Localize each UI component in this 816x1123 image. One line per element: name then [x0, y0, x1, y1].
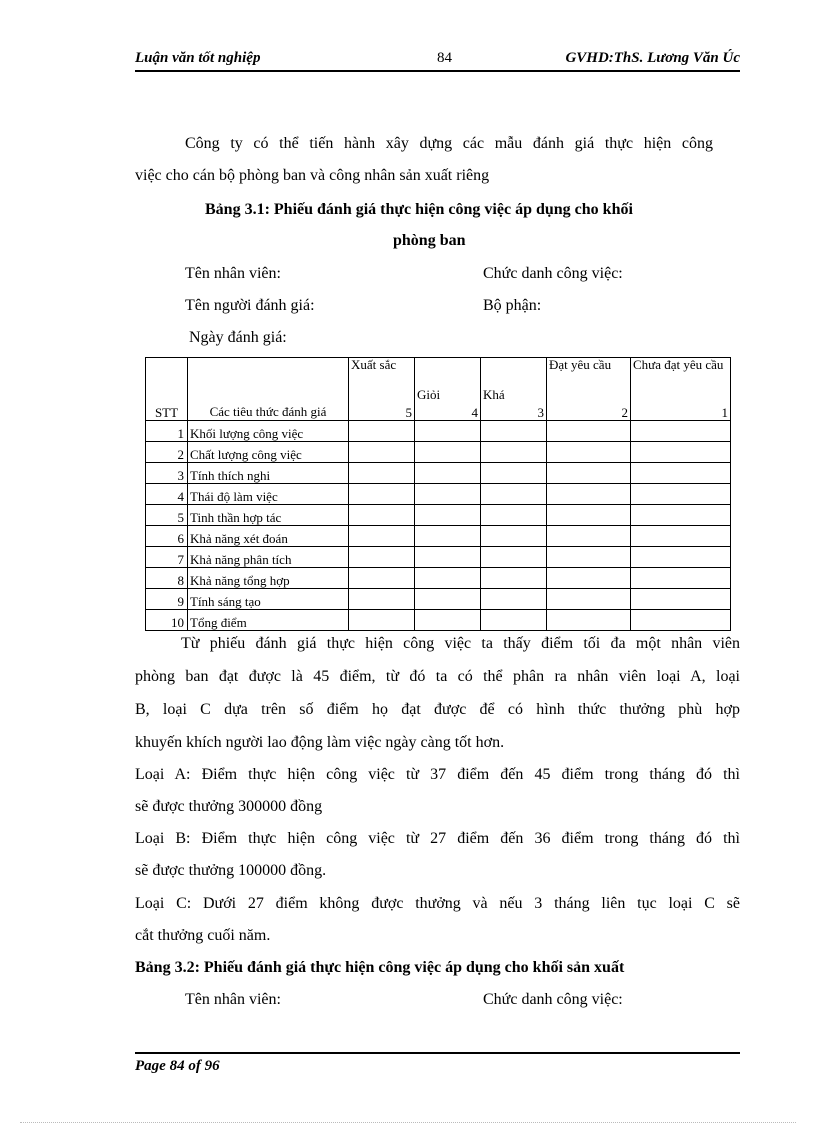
- score-level-2: 4: [415, 402, 481, 421]
- score-cell[interactable]: [415, 484, 481, 505]
- row-criterion: Chất lượng công việc: [188, 442, 349, 463]
- score-cell[interactable]: [547, 463, 631, 484]
- row-criterion: Tinh thần hợp tác: [188, 505, 349, 526]
- field-job-title: Chức danh công việc:: [483, 265, 623, 282]
- score-cell[interactable]: [481, 526, 547, 547]
- page-footer: [135, 1052, 740, 1074]
- score-cell[interactable]: [481, 568, 547, 589]
- score-cell[interactable]: [349, 463, 415, 484]
- table-row: [146, 526, 731, 547]
- row-criterion: Tổng điểm: [188, 610, 349, 631]
- table-row: [146, 547, 731, 568]
- score-cell[interactable]: [415, 547, 481, 568]
- table-row: [146, 484, 731, 505]
- score-cell[interactable]: [481, 484, 547, 505]
- score-cell[interactable]: [631, 442, 731, 463]
- field-eval-date: Ngày đánh giá:: [189, 329, 287, 346]
- header-advisor: GVHD:ThS. Lương Văn Úc: [565, 50, 740, 66]
- paragraph-line-1: Từ phiếu đánh giá thực hiện công việc ta thấy điểm tối đa một nhân viên: [181, 635, 740, 652]
- header-page-number: 84: [437, 50, 452, 66]
- score-cell[interactable]: [415, 421, 481, 442]
- table-row: [146, 463, 731, 484]
- score-cell[interactable]: [349, 547, 415, 568]
- row-criterion: Khả năng xét đoán: [188, 526, 349, 547]
- row-criterion: Khả năng tổng hợp: [188, 568, 349, 589]
- score-cell[interactable]: [415, 610, 481, 631]
- class-c-line-1: Loại C: Dưới 27 điểm không được thưởng và nếu 3 tháng liên tục loại C sẽ: [135, 895, 740, 912]
- score-level-5: 1: [631, 402, 731, 421]
- row-stt: 9: [146, 589, 188, 610]
- score-cell[interactable]: [631, 568, 731, 589]
- row-stt: 2: [146, 442, 188, 463]
- score-level-4: 2: [547, 402, 631, 421]
- intro-line-2: việc cho cán bộ phòng ban và công nhân sản xuất riêng: [135, 167, 490, 184]
- row-stt: 1: [146, 421, 188, 442]
- score-cell[interactable]: [349, 610, 415, 631]
- table-row: [146, 421, 731, 442]
- class-b-line-2: sẽ được thưởng 100000 đồng.: [135, 862, 327, 879]
- score-cell[interactable]: [547, 547, 631, 568]
- footer-page-label: Page 84 of 96: [135, 1058, 220, 1074]
- row-stt: 4: [146, 484, 188, 505]
- header-stt: STT: [146, 358, 188, 421]
- score-cell[interactable]: [481, 589, 547, 610]
- intro-line-1: Công ty có thể tiến hành xây dựng các mẫu đánh giá thực hiện công: [185, 135, 713, 152]
- row-criterion: Khả năng phân tích: [188, 547, 349, 568]
- score-cell[interactable]: [481, 442, 547, 463]
- score-cell[interactable]: [631, 589, 731, 610]
- score-cell[interactable]: [631, 526, 731, 547]
- class-b-line-1: Loại B: Điểm thực hiện công việc từ 27 điểm đến 36 điểm trong tháng đó thì: [135, 830, 740, 847]
- paragraph-line-4: khuyến khích người lao động làm việc ngày càng tốt hơn.: [135, 734, 505, 751]
- class-c-line-2: cắt thưởng cuối năm.: [135, 927, 271, 944]
- row-stt: 7: [146, 547, 188, 568]
- row-stt: 8: [146, 568, 188, 589]
- row-stt: 3: [146, 463, 188, 484]
- table-row: [146, 505, 731, 526]
- class-a-line-2: sẽ được thưởng 300000 đồng: [135, 798, 323, 815]
- score-cell[interactable]: [415, 442, 481, 463]
- class-a-line-1: Loại A: Điểm thực hiện công việc từ 37 điểm đến 45 điểm trong tháng đó thì: [135, 766, 740, 783]
- row-stt: 5: [146, 505, 188, 526]
- header-level-1: Xuất sắc: [349, 358, 415, 403]
- paragraph-line-3: B, loại C dựa trên số điểm họ đạt được để có hình thức thưởng phù hợp: [135, 701, 740, 718]
- table2-title: Bảng 3.2: Phiếu đánh giá thực hiện công việc áp dụng cho khối sản xuất: [135, 959, 625, 976]
- header-level-4: Đạt yêu cầu: [547, 358, 631, 403]
- score-cell[interactable]: [547, 505, 631, 526]
- score-level-1: 5: [349, 402, 415, 421]
- score-level-3: 3: [481, 402, 547, 421]
- table1-title-line1: Bảng 3.1: Phiếu đánh giá thực hiện công việc áp dụng cho khối: [205, 201, 633, 218]
- row-criterion: Thái độ làm việc: [188, 484, 349, 505]
- score-cell[interactable]: [547, 568, 631, 589]
- score-cell[interactable]: [481, 463, 547, 484]
- row-criterion: Tính sáng tạo: [188, 589, 349, 610]
- table-row: [146, 589, 731, 610]
- row-stt: 6: [146, 526, 188, 547]
- score-cell[interactable]: [547, 484, 631, 505]
- field-employee-name: Tên nhân viên:: [185, 265, 281, 282]
- row-criterion: Tính thích nghi: [188, 463, 349, 484]
- paragraph-line-2: phòng ban đạt được là 45 điểm, từ đó ta có thể phân ra nhân viên loại A, loại: [135, 668, 740, 685]
- header-level-2: Giỏi: [415, 358, 481, 403]
- score-cell[interactable]: [631, 463, 731, 484]
- score-cell[interactable]: [415, 526, 481, 547]
- score-cell[interactable]: [631, 421, 731, 442]
- field-department: Bộ phận:: [483, 297, 542, 314]
- score-cell[interactable]: [349, 526, 415, 547]
- score-cell[interactable]: [415, 463, 481, 484]
- score-cell[interactable]: [481, 421, 547, 442]
- header-level-5: Chưa đạt yêu cầu: [631, 358, 731, 403]
- score-cell[interactable]: [547, 442, 631, 463]
- header-thesis-label: Luận văn tốt nghiệp: [135, 50, 261, 66]
- score-cell[interactable]: [547, 589, 631, 610]
- table-row: [146, 610, 731, 631]
- score-cell[interactable]: [415, 568, 481, 589]
- score-cell[interactable]: [547, 421, 631, 442]
- score-cell[interactable]: [349, 568, 415, 589]
- score-cell[interactable]: [349, 442, 415, 463]
- table-row: [146, 442, 731, 463]
- score-cell[interactable]: [349, 505, 415, 526]
- evaluation-table: [145, 357, 731, 631]
- score-cell[interactable]: [349, 589, 415, 610]
- score-cell[interactable]: [415, 505, 481, 526]
- score-cell[interactable]: [631, 505, 731, 526]
- row-criterion: Khối lượng công việc: [188, 421, 349, 442]
- table-header-row: [146, 358, 731, 403]
- score-cell[interactable]: [631, 484, 731, 505]
- score-cell[interactable]: [481, 505, 547, 526]
- score-cell[interactable]: [631, 547, 731, 568]
- score-cell[interactable]: [547, 610, 631, 631]
- score-cell[interactable]: [481, 547, 547, 568]
- score-cell[interactable]: [481, 610, 547, 631]
- header-level-3: Khá: [481, 358, 547, 403]
- table2-employee-name: Tên nhân viên:: [185, 991, 281, 1008]
- table2-job-title: Chức danh công việc:: [483, 991, 623, 1008]
- score-cell[interactable]: [349, 484, 415, 505]
- row-stt: 10: [146, 610, 188, 631]
- score-cell[interactable]: [547, 526, 631, 547]
- score-cell[interactable]: [349, 421, 415, 442]
- header-criteria: Các tiêu thức đánh giá: [188, 358, 349, 421]
- field-evaluator: Tên người đánh giá:: [185, 297, 315, 314]
- table-row: [146, 568, 731, 589]
- score-cell[interactable]: [415, 589, 481, 610]
- table1-title-line2: phòng ban: [393, 232, 466, 249]
- page-header: [135, 48, 740, 72]
- score-cell[interactable]: [631, 610, 731, 631]
